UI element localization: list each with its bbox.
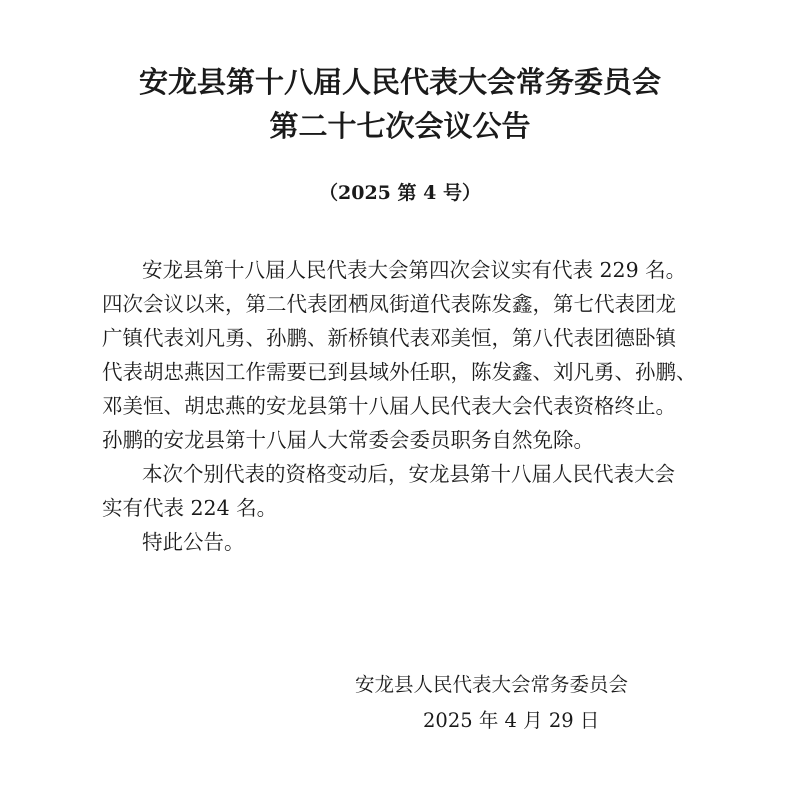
paragraph-line: 四次会议以来，第二代表团栖凤街道代表陈发鑫，第七代表团龙 — [102, 292, 676, 316]
announcement-title-line2: 第二十七次会议公告 — [269, 109, 531, 143]
announcement-title-line1: 安龙县第十八届人民代表大会常务委员会 — [138, 65, 661, 99]
paragraph-line: 实有代表 224 名。 — [102, 496, 278, 520]
signature-date: 2025 年 4 月 29 日 — [423, 709, 600, 732]
signature-organization: 安龙县人民代表大会常务委员会 — [355, 673, 629, 696]
paragraph-line: 特此公告。 — [142, 530, 245, 554]
paragraph-line: 孙鹏的安龙县第十八届人大常委会委员职务自然免除。 — [102, 428, 594, 452]
paragraph-line: 代表胡忠燕因工作需要已到县域外任职，陈发鑫、刘凡勇、孙鹏、 — [102, 360, 697, 384]
paragraph-line: 广镇代表刘凡勇、孙鹏、新桥镇代表邓美恒，第八代表团德卧镇 — [102, 326, 676, 350]
paragraph-line: 安龙县第十八届人民代表大会第四次会议实有代表 229 名。 — [142, 258, 687, 282]
paragraph-line: 邓美恒、胡忠燕的安龙县第十八届人民代表大会代表资格终止。 — [102, 394, 676, 418]
document-number: （2025 第 4 号） — [319, 182, 481, 204]
paragraph-line: 本次个别代表的资格变动后，安龙县第十八届人民代表大会 — [142, 462, 675, 486]
